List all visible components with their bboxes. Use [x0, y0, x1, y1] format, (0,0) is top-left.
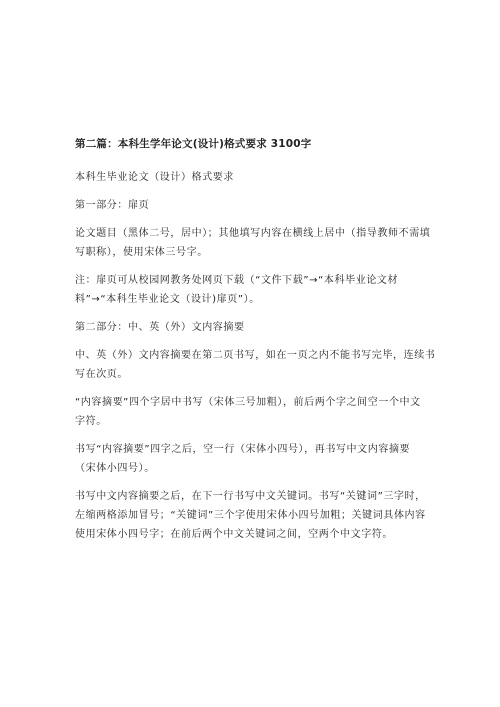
text-line: 书写中文内容摘要之后，在下一行书写中文关键词。书写“关键词”三字时，: [75, 491, 426, 502]
paragraph-title: [75, 168, 430, 187]
paragraph-title-page-format: [75, 224, 430, 262]
text-line: 本科生毕业论文（设计）格式要求: [75, 172, 234, 183]
paragraph-note: [75, 271, 430, 309]
text-line: 写职称），使用宋体三号字。: [75, 247, 208, 258]
text-line: 论文题目（黑体二号，居中）；其他填写内容在横线上居中（指导教师不需填: [75, 228, 431, 239]
text-line: 使用宋体小四号字；在前后两个中文关键词之间，空两个中文字符。: [75, 529, 393, 540]
text-line: （宋体小四号）。: [75, 463, 155, 474]
section-heading: 第二篇：本科生学年论文(设计)格式要求 3100字: [75, 138, 312, 150]
paragraph-abstract-heading: [75, 393, 430, 431]
paragraph-abstract-spacing: [75, 440, 430, 478]
paragraph-part-one: [75, 196, 430, 215]
text-line: 书写“内容摘要”四字之后，空一行（宋体小四号），再书写中文内容摘要: [75, 444, 411, 455]
text-line: 左缩两格添加冒号；“关键词”三个字使用宋体小四号加粗；关键词具体内容: [75, 510, 426, 521]
text-line: 写在次页。: [75, 369, 128, 380]
text-line: 第一部分：扉页: [75, 200, 150, 211]
paragraph-keywords: [75, 487, 430, 544]
paragraph-part-two: [75, 318, 430, 337]
text-line: “内容摘要”四个字居中书写（宋体三号加粗），前后两个字之间空一个中文: [75, 397, 421, 408]
text-line: 注：扉页可从校园网教务处网页下载（“文件下载”→“本科毕业论文材: [75, 275, 399, 286]
text-line: 料”→“本科生毕业论文（设计)扉页”）。: [75, 294, 260, 305]
text-line: 字符。: [75, 416, 107, 427]
paragraph-abstract-page: [75, 346, 436, 384]
text-line: 第二部分：中、英（外）文内容摘要: [75, 322, 245, 333]
document-content: [75, 137, 436, 553]
text-line: 中、英（外）文内容摘要在第二页书写，如在一页之内不能书写完毕，连续书: [75, 350, 436, 361]
